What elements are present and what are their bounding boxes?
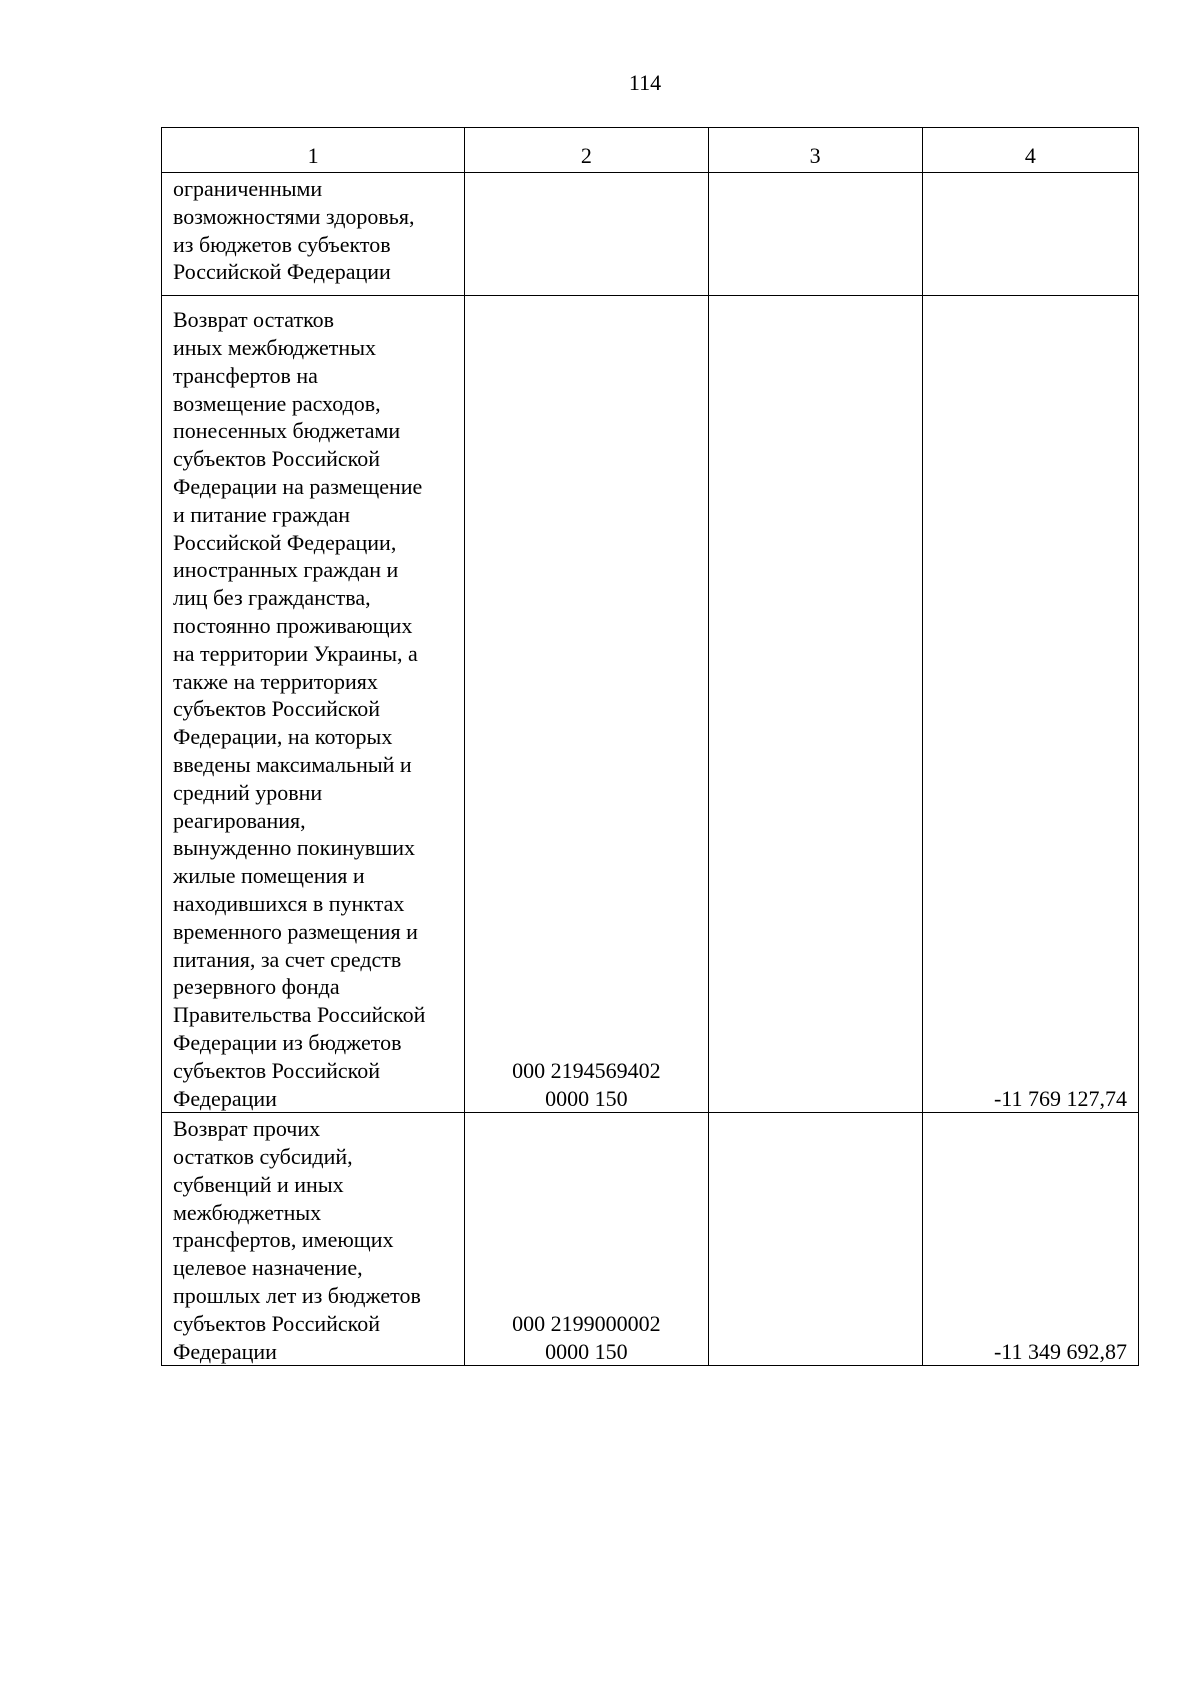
row-name-cell: Возврат остатков иных межбюджетных трансфертов на возмещение расходов, понесенных бюджетами субъектов Российской Федерации на размещение и питание граждан Российской Федерации, иностранных граждан и лиц без гражданства, постоянно проживающих на территории Украины, а также на территориях субъектов Российской Федерации, на которых введены максимальный и средний уровни реагирования, вынужденно покинувших жилые помещения и находившихся в пунктах временного размещения и питания, за счет средств резервного фонда Правительства Российской Федерации из бюджетов субъектов Российской Федерации <box>162 296 465 1113</box>
row-col3-cell <box>708 296 922 1113</box>
table-row <box>162 173 1139 296</box>
row-code-cell: 000 2194569402 0000 150 <box>465 296 708 1113</box>
row-name-cell: Возврат прочих остатков субсидий, субвенций и иных межбюджетных трансфертов, имеющих целевое назначение, прошлых лет из бюджетов субъектов Российской Федерации <box>162 1113 465 1366</box>
row-col3-cell <box>708 1113 922 1366</box>
column-header-3: 3 <box>708 128 922 173</box>
column-header-1: 1 <box>162 128 465 173</box>
row-col3-cell <box>708 173 922 296</box>
row-code-cell: 000 2199000002 0000 150 <box>465 1113 708 1366</box>
row-amount-cell <box>922 173 1138 296</box>
row-code-cell <box>465 173 708 296</box>
table-header-row <box>162 128 1139 173</box>
table-row <box>162 296 1139 1113</box>
row-amount-cell: -11 349 692,87 <box>922 1113 1138 1366</box>
column-header-4: 4 <box>922 128 1138 173</box>
row-name-cell: ограниченными возможностями здоровья, из бюджетов субъектов Российской Федерации <box>162 173 465 296</box>
page-number: 114 <box>628 70 662 95</box>
row-amount-cell: -11 769 127,74 <box>922 296 1138 1113</box>
table-row <box>162 1113 1139 1366</box>
budget-table <box>161 127 1139 1366</box>
column-header-2: 2 <box>465 128 708 173</box>
